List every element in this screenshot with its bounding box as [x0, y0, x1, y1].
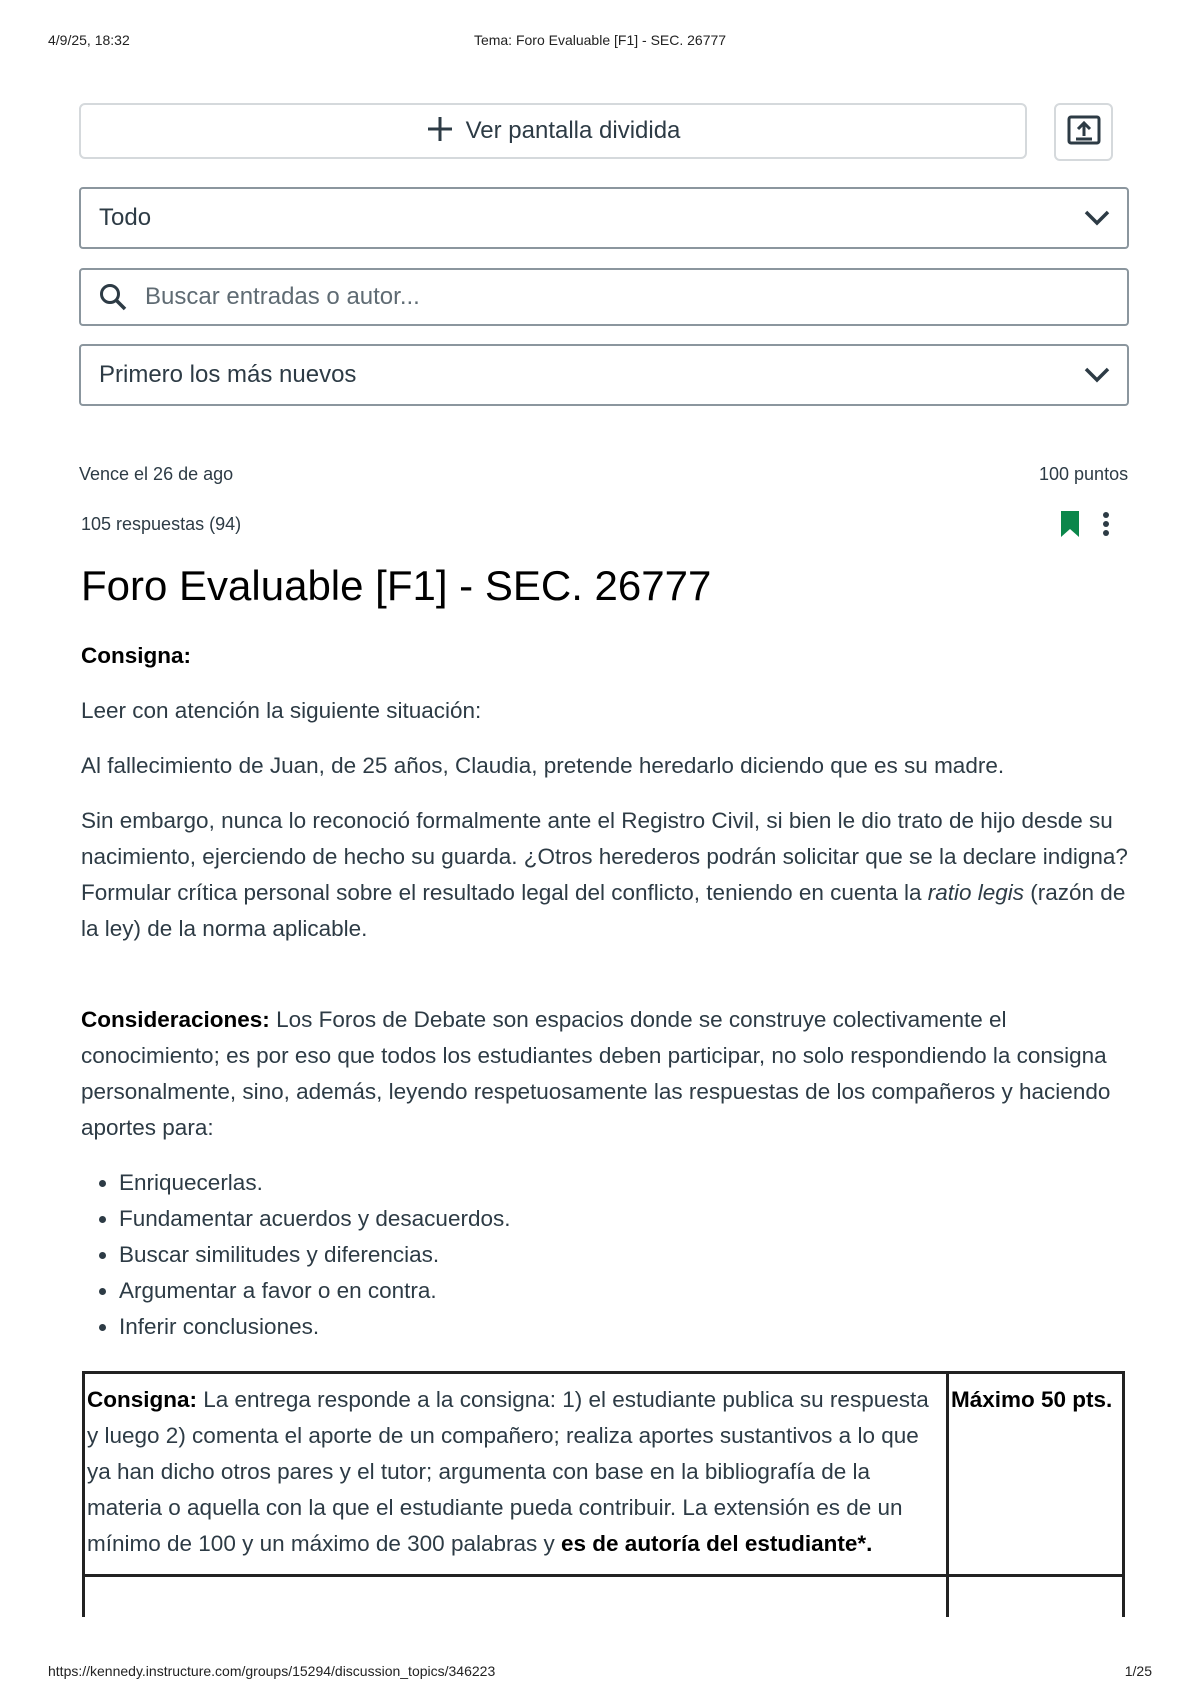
- view-filter-select[interactable]: [79, 187, 1129, 249]
- topic-body: [81, 638, 1131, 1345]
- contribution-list: [81, 1165, 1131, 1345]
- rubric-table: [82, 1371, 1125, 1617]
- table-row: [84, 1576, 1124, 1618]
- view-filter-value: Todo: [99, 204, 152, 231]
- print-page-number: 1/25: [1124, 1663, 1152, 1679]
- due-date: Vence el 26 de ago: [79, 464, 234, 484]
- consideraciones-text: Los Foros de Debate son espacios donde se construye colectivamente el conocimiento; es por eso que todos los estudiantes deben participar, no solo respondiendo la consigna personalmente, sino, además, leyendo respetuosamente las respuestas de los compañeros y haciendo aportes para:: [81, 1007, 1111, 1140]
- rubric-criterion-text: La entrega responde a la consigna: 1) el estudiante publica su respuesta y luego 2) comenta el aporte de un compañero; realiza aportes sustantivos a lo que ya han dicho otros pares y el tutor; argumenta con base en la bibliografía de la materia o aquella con la que el estudiante pueda contribuir. La extensión es de un mínimo de 100 y un máximo de 300 palabras y: [87, 1387, 929, 1556]
- paragraph-1: Leer con atención la siguiente situación:: [81, 698, 482, 723]
- print-footer: [48, 1663, 1152, 1679]
- points-possible: 100 puntos: [1039, 464, 1129, 484]
- split-view-label: Ver pantalla dividida: [465, 117, 681, 144]
- split-view-button[interactable]: [79, 103, 1027, 159]
- popout-button[interactable]: [1054, 103, 1113, 161]
- more-options-icon[interactable]: [1102, 511, 1110, 542]
- discussion-toolbar: [79, 103, 1113, 163]
- paragraph-3-tail: (razón de la ley) de la norma aplicable.: [81, 880, 1126, 941]
- list-item: • Fundamentar acuerdos y desacuerdos.: [119, 1201, 1131, 1237]
- consigna-heading: Consigna:: [81, 643, 191, 668]
- paragraph-3-text: Sin embargo, nunca lo reconoció formalmente ante el Registro Civil, si bien le dio trato de hijo desde su nacimiento, ejerciendo de hecho su guarda. ¿Otros herederos podrán solicitar que se la declare indigna? Formular crítica personal sobre el resultado legal del conflicto, teniendo en cuenta la: [81, 808, 1128, 905]
- search-input[interactable]: [79, 268, 1129, 326]
- table-row: [84, 1373, 1124, 1576]
- consideraciones-paragraph: [81, 1002, 1131, 1146]
- print-page-title: Tema: Foro Evaluable [F1] - SEC. 26777: [473, 32, 727, 48]
- chevron-down-icon: [1067, 367, 1127, 383]
- chevron-down-icon: [1067, 210, 1127, 226]
- list-item: • Inferir conclusiones.: [119, 1309, 1131, 1345]
- sort-order-select[interactable]: [79, 344, 1129, 406]
- rubric-criterion: [84, 1373, 948, 1576]
- topic-title: Foro Evaluable [F1] - SEC. 26777: [81, 562, 712, 609]
- bookmark-icon[interactable]: [1060, 510, 1080, 543]
- print-url: https://kennedy.instructure.com/groups/15294/discussion_topics/346223: [48, 1663, 496, 1679]
- ratio-legis: ratio legis: [927, 880, 1025, 905]
- rubric-criterion-emphasis: es de autoría del estudiante*.: [561, 1531, 873, 1556]
- rubric-empty-cell: [84, 1576, 948, 1618]
- list-item: • Argumentar a favor o en contra.: [119, 1273, 1131, 1309]
- print-datetime: 4/9/25, 18:32: [48, 32, 130, 48]
- sort-order-value: Primero los más nuevos: [99, 361, 357, 388]
- search-placeholder: Buscar entradas o autor...: [145, 283, 420, 310]
- popout-icon: [1067, 115, 1101, 150]
- topic-actions: [1060, 510, 1110, 543]
- search-icon: [99, 283, 139, 311]
- print-header: [48, 32, 1152, 48]
- list-item: • Buscar similitudes y diferencias.: [119, 1237, 1131, 1273]
- reply-count: 105 respuestas (94): [81, 514, 242, 534]
- rubric-criterion-label: Consigna:: [87, 1387, 197, 1412]
- rubric-empty-cell: [948, 1576, 1124, 1618]
- paragraph-3: [81, 803, 1131, 947]
- list-item: • Enriquecerlas.: [119, 1165, 1131, 1201]
- rubric-points: Máximo 50 pts.: [948, 1373, 1124, 1576]
- consideraciones-label: Consideraciones:: [81, 1007, 270, 1032]
- paragraph-2: Al fallecimiento de Juan, de 25 años, Claudia, pretende heredarlo diciendo que es su madre.: [81, 753, 1005, 778]
- plus-icon: [426, 113, 454, 149]
